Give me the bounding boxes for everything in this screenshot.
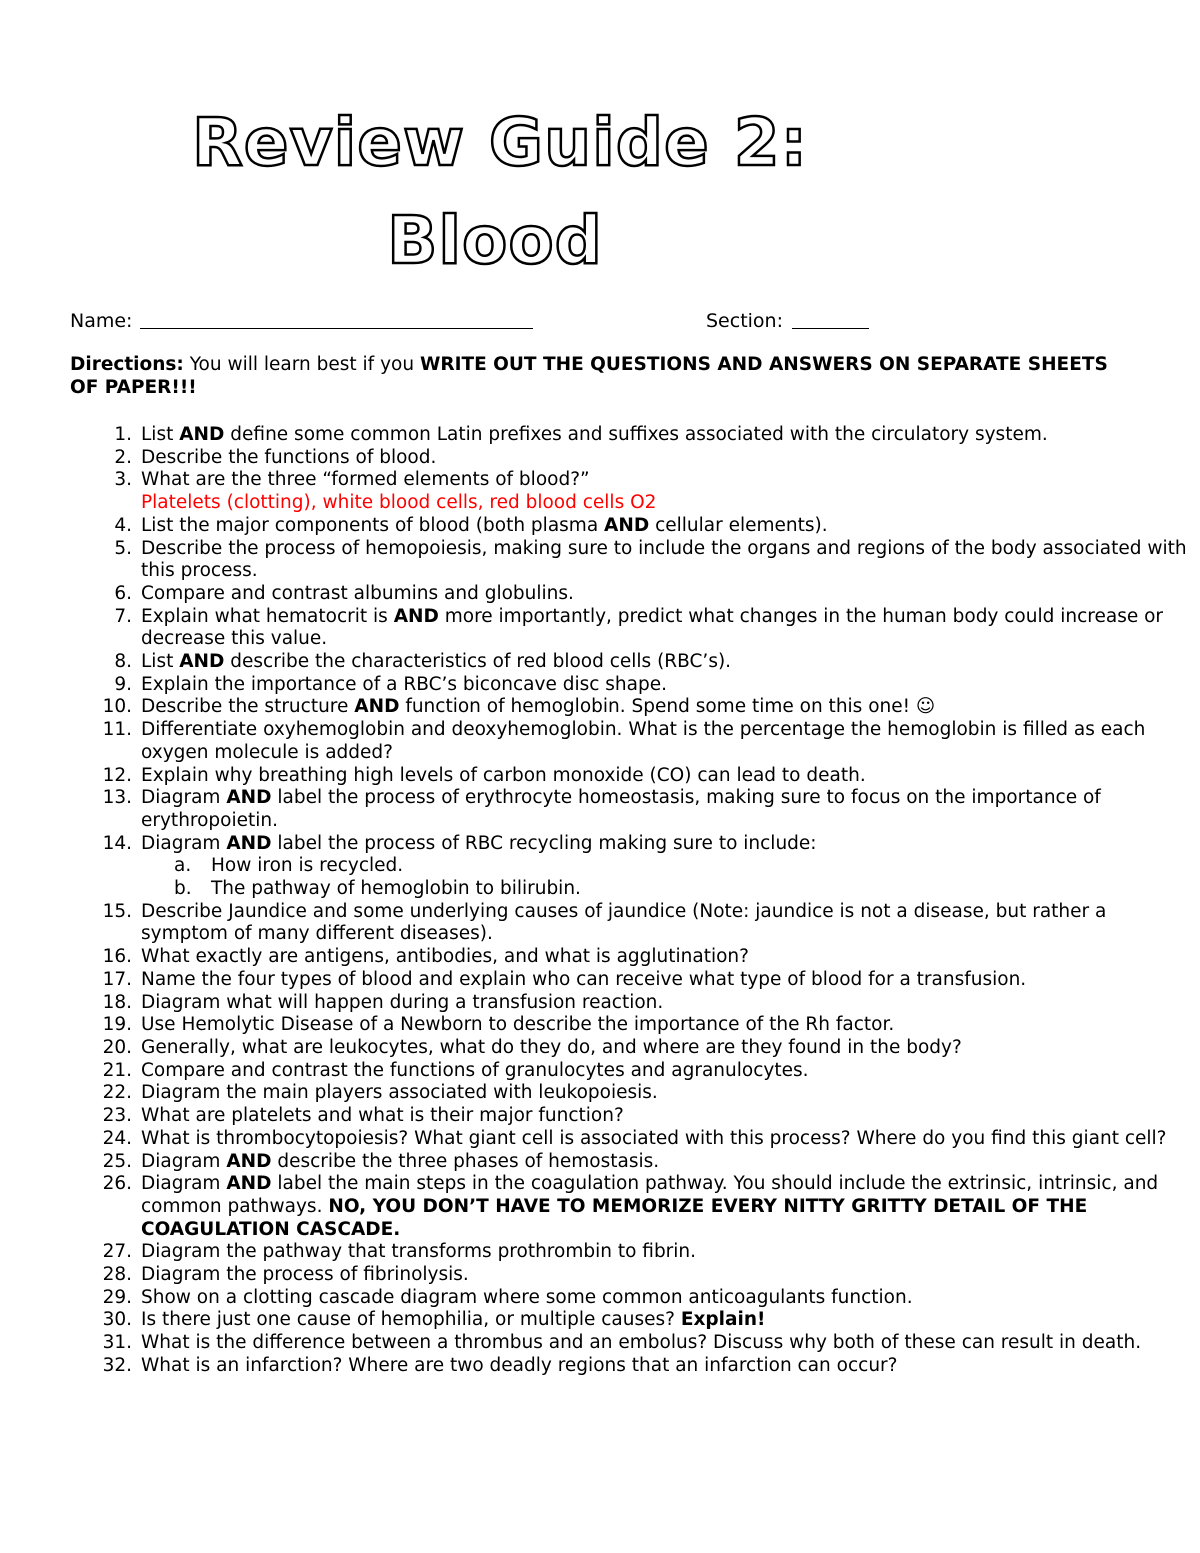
question-text — [141, 1151, 659, 1172]
question-text — [141, 787, 1101, 831]
question-text-part: Diagram — [141, 787, 227, 809]
directions — [70, 354, 1130, 399]
question-emphasis: AND — [393, 605, 439, 627]
question-text-part: label the process of RBC recycling making sure to include: — [271, 832, 817, 854]
answer-text: Platelets (clotting), white blood cells, red blood cells O2 — [141, 492, 657, 514]
question-text-part: define some common Latin prefixes and suffixes associated with the circulatory system. — [224, 424, 1048, 445]
question-text-part: Diagram — [141, 1173, 227, 1195]
list-item — [70, 1060, 1190, 1083]
question-number: 1. — [114, 424, 132, 445]
name-section-row — [70, 306, 970, 336]
list-item — [70, 447, 1190, 470]
question-text — [141, 833, 817, 854]
question-text-part: What are platelets and what is their major function? — [141, 1105, 624, 1127]
list-item — [70, 538, 1190, 583]
question-text-part: Diagram — [141, 1150, 227, 1172]
question-text-part: describe the three phases of hemostasis. — [271, 1150, 660, 1172]
sub-item-text: How iron is recycled. — [211, 855, 404, 877]
question-number: 20. — [102, 1036, 132, 1058]
list-item — [70, 1241, 1190, 1264]
list-item — [70, 1173, 1190, 1241]
directions-emphasis: WRITE OUT THE QUESTIONS AND ANSWERS ON SEPARATE SHEETS OF PAPER!!! — [70, 354, 1108, 398]
question-text — [141, 1309, 765, 1330]
question-number: 27. — [102, 1241, 132, 1263]
question-number: 5. — [114, 537, 132, 559]
question-number: 7. — [114, 605, 132, 627]
name-label: Name: — [70, 310, 133, 332]
question-number: 21. — [102, 1059, 132, 1081]
question-number: 31. — [102, 1332, 132, 1354]
question-text — [141, 1173, 1158, 1239]
question-text — [141, 447, 436, 468]
question-text — [141, 1082, 658, 1103]
question-text-part: Explain what hematocrit is — [141, 605, 394, 627]
question-text-part: List — [141, 424, 180, 445]
question-text-part: describe the characteristics of red blood cells (RBC’s). — [224, 651, 732, 673]
question-text — [141, 696, 935, 717]
question-number: 28. — [102, 1264, 132, 1286]
question-number: 11. — [102, 719, 132, 741]
question-text — [141, 1332, 1141, 1353]
question-text-part: What is an infarction? Where are two deadly regions that an infarction can occur? — [141, 1354, 898, 1376]
question-text — [141, 901, 1106, 945]
list-item — [70, 1037, 1190, 1060]
question-text-part: What are the three “formed elements of blood?” — [141, 469, 590, 491]
question-text-part: Diagram what will happen during a transfusion reaction. — [141, 991, 664, 1013]
question-text-part: Differentiate oxyhemoglobin and deoxyhemoglobin. What is the percentage the hemoglobin is filled as each oxygen molecule is added? — [141, 719, 1146, 763]
question-number: 2. — [114, 446, 132, 468]
question-text-part: Describe the structure — [141, 696, 355, 718]
question-text-part: Diagram the main players associated with leukopoiesis. — [141, 1082, 658, 1104]
question-emphasis: NO, YOU DON’T HAVE TO MEMORIZE EVERY NITTY GRITTY DETAIL OF THE COAGULATION CASCADE. — [141, 1195, 1088, 1240]
question-text-part: List the major components of blood (both plasma — [141, 514, 605, 536]
question-text — [141, 1037, 962, 1058]
list-item — [70, 946, 1190, 969]
question-text — [141, 1241, 696, 1262]
question-text — [141, 1060, 808, 1081]
question-text — [141, 719, 1145, 763]
sub-item-letter: b. — [174, 878, 192, 900]
question-number: 19. — [102, 1014, 132, 1036]
list-item — [70, 515, 1190, 538]
question-text-part: cellular elements). — [649, 514, 828, 536]
question-text — [141, 651, 731, 672]
question-text-part: Describe Jaundice and some underlying causes of jaundice (Note: jaundice is not a disease, but rather a symptom of many different diseases). — [141, 900, 1107, 945]
question-text-part: Diagram — [141, 832, 227, 854]
question-text — [141, 674, 667, 695]
question-emphasis: AND — [354, 696, 400, 718]
name-blank-line — [140, 328, 533, 329]
question-number: 30. — [102, 1309, 132, 1331]
list-item — [70, 651, 1190, 674]
question-text — [141, 606, 1163, 650]
question-text — [141, 765, 866, 786]
section-label: Section: — [706, 310, 783, 332]
question-number: 29. — [102, 1286, 132, 1308]
question-text-part: Diagram the process of fibrinolysis. — [141, 1264, 469, 1286]
question-text-part: Show on a clotting cascade diagram where some common anticoagulants function. — [141, 1286, 913, 1308]
question-emphasis: AND — [179, 651, 225, 673]
question-emphasis: AND — [604, 514, 650, 536]
question-number: 25. — [102, 1150, 132, 1172]
question-text-part: more importantly, predict what changes in the human body could increase or decrease this value. — [141, 605, 1164, 650]
question-emphasis: Explain! — [680, 1309, 766, 1331]
question-text-part: What exactly are antigens, antibodies, and what is agglutination? — [141, 946, 749, 968]
question-text-part: Name the four types of blood and explain who can receive what type of blood for a transfusion. — [141, 968, 1027, 990]
list-item — [70, 1287, 1190, 1310]
page-subtitle: Blood — [387, 202, 603, 279]
question-number: 26. — [102, 1173, 132, 1195]
sub-list-item — [70, 855, 1190, 878]
question-number: 4. — [114, 514, 132, 536]
question-emphasis: AND — [226, 1150, 272, 1172]
list-item — [70, 1082, 1190, 1105]
question-number: 24. — [102, 1127, 132, 1149]
question-text — [141, 424, 1048, 445]
list-item — [70, 969, 1190, 992]
question-number: 17. — [102, 968, 132, 990]
list-item — [70, 1332, 1190, 1355]
list-item — [70, 901, 1190, 946]
list-item — [70, 1355, 1190, 1378]
question-number: 14. — [102, 832, 132, 854]
question-number: 6. — [114, 582, 132, 604]
question-text-part: Explain the importance of a RBC’s biconcave disc shape. — [141, 673, 667, 695]
question-number: 12. — [102, 764, 132, 786]
list-item — [70, 696, 1190, 719]
list-item — [70, 992, 1190, 1015]
question-text-part: function of hemoglobin. Spend some time on this one! ☺ — [399, 696, 936, 718]
sub-item-text: The pathway of hemoglobin to bilirubin. — [211, 878, 581, 900]
question-list — [70, 424, 1190, 1378]
question-text-part: What is thrombocytopoiesis? What giant cell is associated with this process? Where do you find this giant cell? — [141, 1127, 1167, 1149]
question-text-part: Compare and contrast albumins and globulins. — [141, 582, 574, 604]
question-text-part: Generally, what are leukocytes, what do they do, and where are they found in the body? — [141, 1036, 962, 1058]
question-text-part: Compare and contrast the functions of granulocytes and agranulocytes. — [141, 1059, 809, 1081]
question-text — [141, 992, 663, 1013]
list-item — [70, 606, 1190, 651]
question-text — [141, 469, 590, 490]
list-item — [70, 424, 1190, 447]
question-emphasis: AND — [226, 832, 272, 854]
question-text — [141, 1128, 1167, 1149]
question-text — [141, 969, 1026, 990]
list-item — [70, 765, 1190, 788]
question-text — [141, 583, 574, 604]
list-item — [70, 1309, 1190, 1332]
question-text — [141, 946, 749, 967]
question-emphasis: AND — [226, 787, 272, 809]
directions-label: Directions: — [70, 354, 184, 375]
question-number: 16. — [102, 946, 132, 968]
question-text — [141, 1105, 624, 1126]
question-number: 9. — [114, 673, 132, 695]
question-text-part: Describe the process of hemopoiesis, making sure to include the organs and regions of the body associated with this process. — [141, 537, 1187, 582]
question-number: 3. — [114, 469, 132, 491]
list-item — [70, 719, 1190, 764]
question-number: 22. — [102, 1082, 132, 1104]
list-item — [70, 469, 1190, 514]
sub-list-item — [70, 878, 1190, 901]
question-text — [141, 1287, 913, 1308]
question-number: 18. — [102, 991, 132, 1013]
question-emphasis: AND — [179, 424, 225, 445]
question-text-part: label the main steps in the coagulation pathway. You should include the extrinsic, intrinsic, and common pathways. — [141, 1173, 1159, 1217]
list-item — [70, 1151, 1190, 1174]
list-item — [70, 674, 1190, 697]
question-text — [141, 538, 1187, 582]
question-number: 8. — [114, 651, 132, 673]
list-item — [70, 787, 1190, 832]
question-text-part: List — [141, 651, 180, 673]
question-number: 10. — [102, 696, 132, 718]
question-text-part: What is the difference between a thrombus and an embolus? Discuss why both of these can result in death. — [141, 1332, 1142, 1354]
page-title: Review Guide 2: — [191, 104, 809, 181]
question-text-part: Explain why breathing high levels of carbon monoxide (CO) can lead to death. — [141, 764, 866, 786]
question-text-part: label the process of erythrocyte homeostasis, making sure to focus on the importance of erythropoietin. — [141, 787, 1101, 831]
question-emphasis: AND — [226, 1173, 272, 1195]
question-text-part: Diagram the pathway that transforms prothrombin to fibrin. — [141, 1241, 697, 1263]
list-item — [70, 1014, 1190, 1037]
question-text — [141, 1355, 897, 1376]
list-item — [70, 1105, 1190, 1128]
question-text-part: Describe the functions of blood. — [141, 446, 437, 468]
section-blank-line — [792, 328, 869, 329]
question-text — [141, 515, 828, 536]
question-number: 15. — [102, 900, 132, 922]
list-item — [70, 1264, 1190, 1287]
question-number: 13. — [102, 787, 132, 809]
question-text — [141, 1264, 469, 1285]
question-text-part: Is there just one cause of hemophilia, or multiple causes? — [141, 1309, 681, 1331]
directions-text: You will learn best if you — [183, 354, 420, 375]
question-number: 32. — [102, 1354, 132, 1376]
list-item — [70, 1128, 1190, 1151]
question-number: 23. — [102, 1105, 132, 1127]
question-text — [141, 1014, 894, 1035]
sub-item-letter: a. — [174, 855, 192, 877]
list-item — [70, 833, 1190, 856]
question-text-part: Use Hemolytic Disease of a Newborn to describe the importance of the Rh factor. — [141, 1014, 895, 1036]
list-item — [70, 583, 1190, 606]
